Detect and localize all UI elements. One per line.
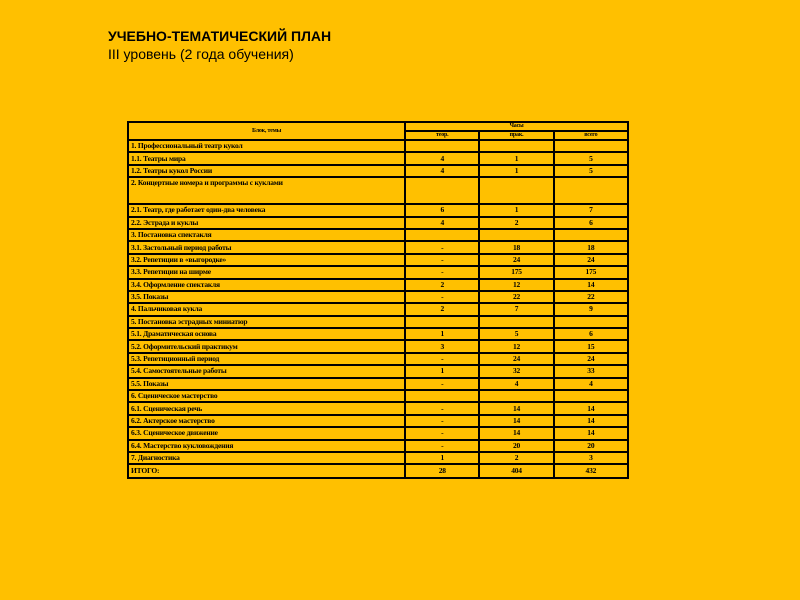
total-cell: [554, 316, 628, 328]
table-row: [128, 440, 628, 452]
theory-cell: -: [405, 427, 479, 439]
topic-cell: 3.4. Оформление спектакля: [128, 279, 405, 291]
practice-cell: [479, 177, 553, 204]
topic-cell: 1.1. Театры мира: [128, 152, 405, 164]
total-cell: 24: [554, 254, 628, 266]
topic-cell: 5. Постановка эстрадных миниатюр: [128, 316, 405, 328]
topic-cell: 5.1. Драматическая основа: [128, 328, 405, 340]
topic-cell: 4. Пальчиковая кукла: [128, 303, 405, 315]
total-cell: 14: [554, 427, 628, 439]
practice-cell: 2: [479, 217, 553, 229]
topic-cell: 5.4. Самостоятельные работы: [128, 365, 405, 377]
page-title: УЧЕБНО-ТЕМАТИЧЕСКИЙ ПЛАН: [108, 28, 332, 44]
topic-cell: 7. Диагностика: [128, 452, 405, 464]
table-row: [128, 340, 628, 352]
practice-cell: 20: [479, 440, 553, 452]
topic-cell: 5.5. Показы: [128, 378, 405, 390]
theory-cell: -: [405, 291, 479, 303]
table-row: [128, 328, 628, 340]
table-row: [128, 452, 628, 464]
topic-cell: 6.1. Сценическая речь: [128, 402, 405, 414]
theory-cell: -: [405, 415, 479, 427]
practice-cell: [479, 140, 553, 152]
total-cell: 24: [554, 353, 628, 365]
topic-cell: 3.3. Репетиции на ширме: [128, 266, 405, 278]
practice-cell: 12: [479, 340, 553, 352]
theory-cell: [405, 316, 479, 328]
total-cell: 14: [554, 402, 628, 414]
page-subtitle: III уровень (2 года обучения): [108, 46, 294, 62]
total-cell: [554, 177, 628, 204]
total-cell: 432: [554, 464, 628, 478]
practice-cell: 404: [479, 464, 553, 478]
table-row: [128, 204, 628, 216]
table-row: [128, 378, 628, 390]
header-theory: теор.: [405, 131, 479, 140]
total-cell: 9: [554, 303, 628, 315]
table-row: [128, 291, 628, 303]
theory-cell: [405, 390, 479, 402]
theory-cell: -: [405, 378, 479, 390]
topic-cell: 3.5. Показы: [128, 291, 405, 303]
theory-cell: [405, 229, 479, 241]
total-cell: 175: [554, 266, 628, 278]
table-row: [128, 152, 628, 164]
theory-cell: 6: [405, 204, 479, 216]
table-row: [128, 241, 628, 253]
topic-cell: ИТОГО:: [128, 464, 405, 478]
practice-cell: 24: [479, 353, 553, 365]
theory-cell: -: [405, 402, 479, 414]
table-row: [128, 303, 628, 315]
practice-cell: 14: [479, 427, 553, 439]
practice-cell: 1: [479, 165, 553, 177]
total-row: [128, 464, 628, 478]
header-practice: прак.: [479, 131, 553, 140]
practice-cell: 2: [479, 452, 553, 464]
table-row: [128, 316, 628, 328]
total-cell: 5: [554, 165, 628, 177]
theory-cell: 3: [405, 340, 479, 352]
practice-cell: 22: [479, 291, 553, 303]
topic-cell: 2.2. Эстрада и куклы: [128, 217, 405, 229]
theory-cell: 2: [405, 279, 479, 291]
header-total: всего: [554, 131, 628, 140]
table-row: [128, 140, 628, 152]
total-cell: 6: [554, 328, 628, 340]
practice-cell: 32: [479, 365, 553, 377]
total-cell: [554, 229, 628, 241]
theory-cell: 1: [405, 328, 479, 340]
theory-cell: -: [405, 353, 479, 365]
table-row: [128, 365, 628, 377]
theory-cell: 4: [405, 165, 479, 177]
practice-cell: 12: [479, 279, 553, 291]
theory-cell: -: [405, 266, 479, 278]
practice-cell: [479, 316, 553, 328]
table-row: [128, 254, 628, 266]
practice-cell: 14: [479, 415, 553, 427]
topic-cell: 6. Сценическое мастерство: [128, 390, 405, 402]
table-row: [128, 177, 628, 204]
total-cell: 14: [554, 279, 628, 291]
total-cell: 6: [554, 217, 628, 229]
table-row: [128, 427, 628, 439]
total-cell: 22: [554, 291, 628, 303]
theory-cell: 4: [405, 217, 479, 229]
topic-cell: 5.2. Оформительский практикум: [128, 340, 405, 352]
practice-cell: 4: [479, 378, 553, 390]
practice-cell: [479, 390, 553, 402]
table-row: [128, 217, 628, 229]
header-block: Блок, темы: [128, 122, 405, 140]
practice-cell: 5: [479, 328, 553, 340]
practice-cell: 14: [479, 402, 553, 414]
practice-cell: 18: [479, 241, 553, 253]
curriculum-table: [127, 121, 629, 479]
theory-cell: 28: [405, 464, 479, 478]
theory-cell: -: [405, 241, 479, 253]
theory-cell: 1: [405, 365, 479, 377]
table-row: [128, 279, 628, 291]
topic-cell: 1. Профессиональный театр кукол: [128, 140, 405, 152]
table-row: [128, 266, 628, 278]
topic-cell: 2. Концертные номера и программы с куклами: [128, 177, 405, 204]
total-cell: 7: [554, 204, 628, 216]
header-hours: Часы: [405, 122, 628, 131]
topic-cell: 3. Постановка спектакля: [128, 229, 405, 241]
theory-cell: 1: [405, 452, 479, 464]
practice-cell: 175: [479, 266, 553, 278]
topic-cell: 3.1. Застольный период работы: [128, 241, 405, 253]
total-cell: 33: [554, 365, 628, 377]
topic-cell: 1.2. Театры кукол России: [128, 165, 405, 177]
topic-cell: 6.3. Сценическое движение: [128, 427, 405, 439]
total-cell: 14: [554, 415, 628, 427]
theory-cell: [405, 140, 479, 152]
total-cell: 5: [554, 152, 628, 164]
table-row: [128, 165, 628, 177]
topic-cell: 6.2. Актерское мастерство: [128, 415, 405, 427]
theory-cell: -: [405, 440, 479, 452]
total-cell: [554, 390, 628, 402]
table-row: [128, 415, 628, 427]
table-row: [128, 402, 628, 414]
topic-cell: 3.2. Репетиции в «выгородке»: [128, 254, 405, 266]
theory-cell: -: [405, 254, 479, 266]
theory-cell: 4: [405, 152, 479, 164]
topic-cell: 2.1. Театр, где работает один-два человека: [128, 204, 405, 216]
total-cell: [554, 140, 628, 152]
total-cell: 15: [554, 340, 628, 352]
theory-cell: [405, 177, 479, 204]
table-row: [128, 353, 628, 365]
total-cell: 18: [554, 241, 628, 253]
total-cell: 20: [554, 440, 628, 452]
topic-cell: 6.4. Мастерство кукловождения: [128, 440, 405, 452]
theory-cell: 2: [405, 303, 479, 315]
topic-cell: 5.3. Репетиционный период: [128, 353, 405, 365]
practice-cell: 7: [479, 303, 553, 315]
practice-cell: [479, 229, 553, 241]
practice-cell: 1: [479, 152, 553, 164]
table-row: [128, 229, 628, 241]
total-cell: 3: [554, 452, 628, 464]
practice-cell: 1: [479, 204, 553, 216]
practice-cell: 24: [479, 254, 553, 266]
total-cell: 4: [554, 378, 628, 390]
table-row: [128, 390, 628, 402]
